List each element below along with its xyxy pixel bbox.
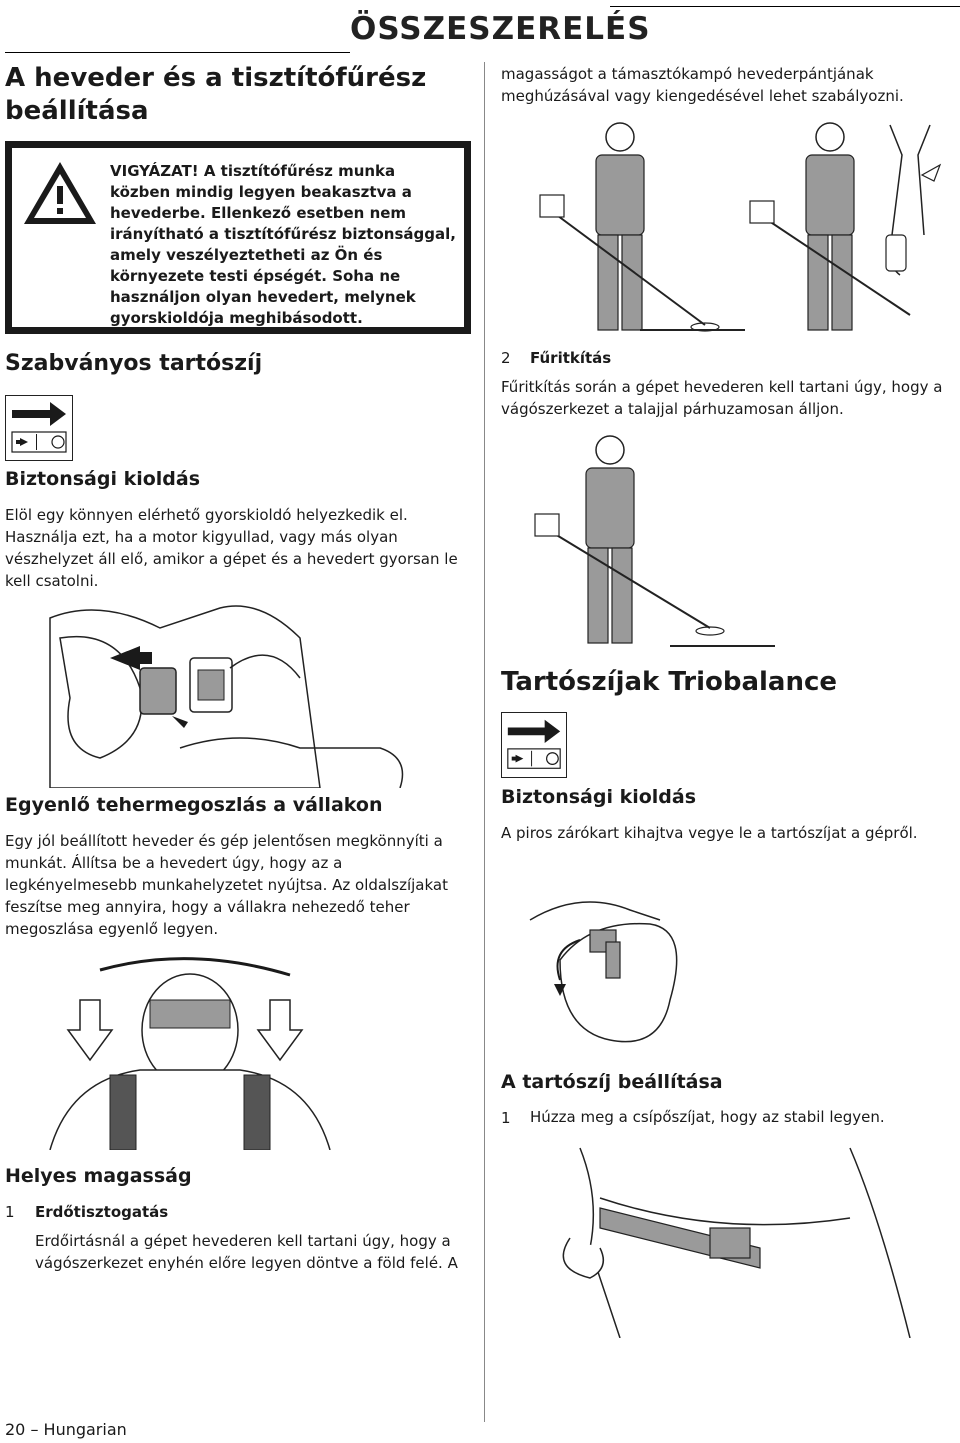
arrow-right-icon: [502, 713, 566, 777]
height-heading: Helyes magasság: [5, 1165, 192, 1187]
header-rule-left: [5, 52, 350, 53]
quick-release-text: Elöl egy könnyen elérhető gyorskioldó helyezkedik el. Használja ezt, ha a motor kigyullad, vagy más olyan vészhelyzet áll elő, amikor a gépet és a hevedert gyorsan le kell csatolni.: [5, 506, 458, 590]
arrow-right-icon: [6, 396, 72, 460]
distribution-heading: Egyenlő tehermegoszlás a vállakon: [5, 794, 383, 816]
item2-number: 2: [501, 349, 511, 367]
shoulder-load-illustration: [40, 950, 390, 1150]
section-title: ÖSSZESZERELÉS: [350, 11, 651, 47]
standard-harness-heading: Szabványos tartószíj: [5, 351, 263, 376]
quick-release-illustration: [40, 598, 420, 788]
hook-detail: [886, 125, 940, 275]
continued-text: magasságot a támasztókampó hevederpántjának meghúzásával vagy kiengedésével lehet szabályozni.: [501, 65, 904, 105]
manual-reference-icon: [5, 395, 73, 461]
adjust-item-text: Húzza meg a csípőszíjat, hogy az stabil legyen.: [530, 1108, 885, 1126]
warning-box: [5, 141, 471, 334]
distribution-text: Egy jól beállított heveder és gép jelentősen megkönnyíti a munkát. Állítsa be a hevedert úgy, hogy az a legkényelmesebb munkahelyzetet nyújtsa. Az oldalszíjakat feszítse meg annyira, hogy a vállakra nehezedő teher megoszlása egyenlő legyen.: [5, 832, 448, 938]
item2-text: Fűritkítás során a gépet hevederen kell tartani úgy, hogy a vágószerkezet a talajjal párhuzamosan álljon.: [501, 378, 943, 418]
item1-number: 1: [5, 1203, 15, 1221]
column-divider: [484, 62, 485, 1422]
lock-lever-illustration: [520, 880, 740, 1060]
adjust-heading: A tartószíj beállítása: [501, 1071, 723, 1093]
heading-main: A heveder és a tisztítófűrész beállítása: [5, 63, 427, 126]
triobalance-manual-icon: [501, 712, 567, 778]
triobalance-heading: Tartószíjak Triobalance: [501, 667, 838, 697]
brush-clearing-illustration: [530, 115, 955, 340]
tb-release-text: A piros zárókart kihajtva vegye le a tartószíjat a gépről.: [501, 824, 918, 842]
item1-text: Erdőirtásnál a gépet hevederen kell tartani úgy, hogy a vágószerkezet enyhén előre legyen döntve a föld felé. A: [35, 1232, 458, 1272]
header-rule-right-top: [610, 6, 960, 7]
page-footer: 20 – Hungarian: [5, 1420, 127, 1439]
warning-text: VIGYÁZAT! A tisztítófűrész munka közben mindig legyen beakasztva a hevederbe. Ellenkező esetben nem irányítható a tisztítófűrész biztonsággal, amely veszélyeztetheti az Ön és környezete testi épségét. Soha ne használjon olyan hevedert, melynek gyorskioldója meghibásodott.: [110, 162, 456, 327]
item1-title: Erdőtisztogatás: [35, 1203, 169, 1221]
hip-belt-illustration: [520, 1138, 950, 1338]
quick-release-heading: Biztonsági kioldás: [5, 468, 201, 490]
worker-figure-2: [750, 123, 910, 330]
item2-title: Fűritkítás: [530, 349, 612, 367]
grass-trimming-illustration: [530, 428, 790, 653]
worker-figure-1: [540, 123, 745, 331]
warning-triangle-icon: [22, 160, 98, 226]
adjust-item-number: 1: [501, 1109, 511, 1127]
tb-release-heading: Biztonsági kioldás: [501, 786, 697, 808]
